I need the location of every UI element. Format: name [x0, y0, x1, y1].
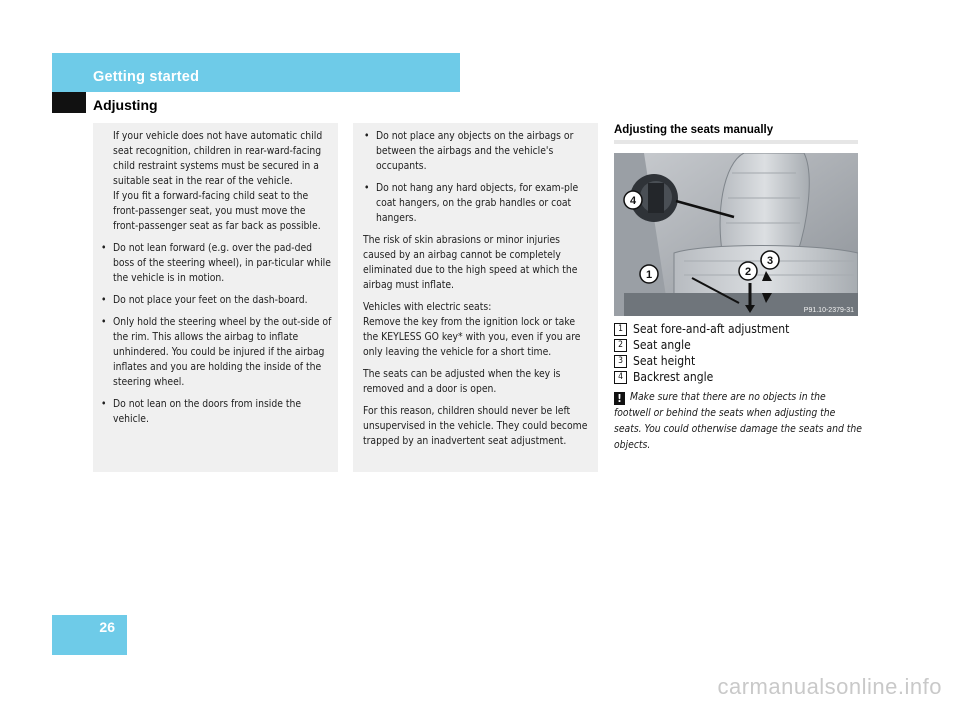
section-title: Getting started — [93, 69, 200, 85]
svg-text:1: 1 — [645, 269, 653, 281]
legend-item — [614, 369, 789, 385]
legend-label: Backrest angle — [633, 370, 714, 384]
middle-bullet-text: Do not hang any hard objects, for exam-ple coat hangers, on the grab handles or coat hangers. — [376, 182, 579, 224]
bullet-dot-icon: • — [101, 242, 107, 254]
left-bullet-text: Do not lean forward (e.g. over the pad-ded boss of the steering wheel), in par-ticular while the vehicle is in motion. — [113, 242, 331, 284]
warning-note — [614, 389, 862, 453]
callout-3 — [761, 251, 779, 269]
left-bullet-text: Do not lean on the doors from inside the vehicle. — [113, 398, 302, 425]
bullet-dot-icon: • — [364, 130, 370, 142]
bullet-dot-icon: • — [101, 398, 107, 410]
legend-item — [614, 353, 789, 369]
middle-paragraph: Remove the key from the ignition lock or take the KEYLESS GO key* with you, even if you are only leaving the vehicle for a short time. — [363, 316, 581, 358]
legend-label: Seat angle — [633, 338, 691, 352]
svg-text:3: 3 — [766, 255, 774, 267]
seat-legend — [614, 321, 789, 385]
middle-bullet — [363, 129, 593, 174]
middle-paragraph: The seats can be adjusted when the key is removed and a door is open. — [363, 368, 561, 395]
legend-number: 4 — [614, 371, 627, 384]
left-bullet-text: Only hold the steering wheel by the out-side of the rim. This allows the airbag to inflate unhindered. You could be injured if the airbag inflates and you are holding the inside of the steering wheel. — [113, 316, 332, 388]
legend-number: 3 — [614, 355, 627, 368]
middle-paragraph: The risk of skin abrasions or minor injuries caused by an airbag cannot be completely eliminated due to the high speed at which the airbag must inflate. — [363, 234, 578, 291]
left-intro-line: If you fit a forward-facing child seat to the front-passenger seat, you must move the front-passenger seat as far back as possible. — [113, 190, 321, 232]
legend-item — [614, 337, 789, 353]
warning-text: Make sure that there are no objects in the footwell or behind the seats when adjusting the seats. You could otherwise damage the seats and the objects. — [614, 391, 862, 451]
bullet-dot-icon: • — [101, 294, 107, 306]
callout-1 — [640, 265, 658, 283]
section-marker — [52, 92, 86, 113]
heading-rule — [614, 140, 858, 144]
legend-number: 1 — [614, 323, 627, 336]
callout-2 — [739, 262, 757, 280]
legend-number: 2 — [614, 339, 627, 352]
header-band — [52, 53, 460, 92]
left-intro — [100, 129, 332, 234]
left-intro-line: If your vehicle does not have automatic child seat recognition, children in rear-ward-facing child restraint systems must be secured in a suitable seat in the rear of the vehicle. — [113, 130, 323, 187]
legend-label: Seat fore-and-aft adjustment — [633, 322, 790, 336]
legend-label: Seat height — [633, 354, 696, 368]
warning-icon: ! — [614, 392, 625, 405]
page-number: 26 — [99, 619, 115, 635]
svg-text:4: 4 — [629, 195, 637, 207]
svg-text:2: 2 — [744, 266, 752, 278]
callout-4 — [624, 191, 642, 209]
bullet-dot-icon: • — [364, 182, 370, 194]
page-number-box — [52, 615, 127, 655]
left-bullet — [100, 397, 332, 427]
left-bullet-text: Do not place your feet on the dash-board. — [113, 294, 308, 306]
left-note-text — [100, 129, 332, 434]
middle-note-text — [363, 129, 593, 456]
seat-illustration — [614, 153, 858, 316]
image-code: P91.10-2379-31 — [803, 307, 854, 314]
left-bullet — [100, 241, 332, 286]
right-heading: Adjusting the seats manually — [614, 124, 774, 136]
left-bullet — [100, 293, 332, 308]
legend-item — [614, 321, 789, 337]
watermark: carmanualsonline.info — [717, 674, 942, 699]
bullet-dot-icon: • — [101, 316, 107, 328]
seat-photo — [614, 153, 858, 316]
middle-bullet — [363, 181, 593, 226]
subsection-title: Adjusting — [93, 97, 158, 113]
middle-bullet-text: Do not place any objects on the airbags or between the airbags and the vehicle's occupants. — [376, 130, 574, 172]
left-bullet — [100, 315, 332, 390]
middle-paragraph: For this reason, children should never be left unsupervised in the vehicle. They could become trapped by an inadvertent seat adjustment. — [363, 405, 588, 447]
middle-paragraph: Vehicles with electric seats: — [363, 301, 492, 313]
